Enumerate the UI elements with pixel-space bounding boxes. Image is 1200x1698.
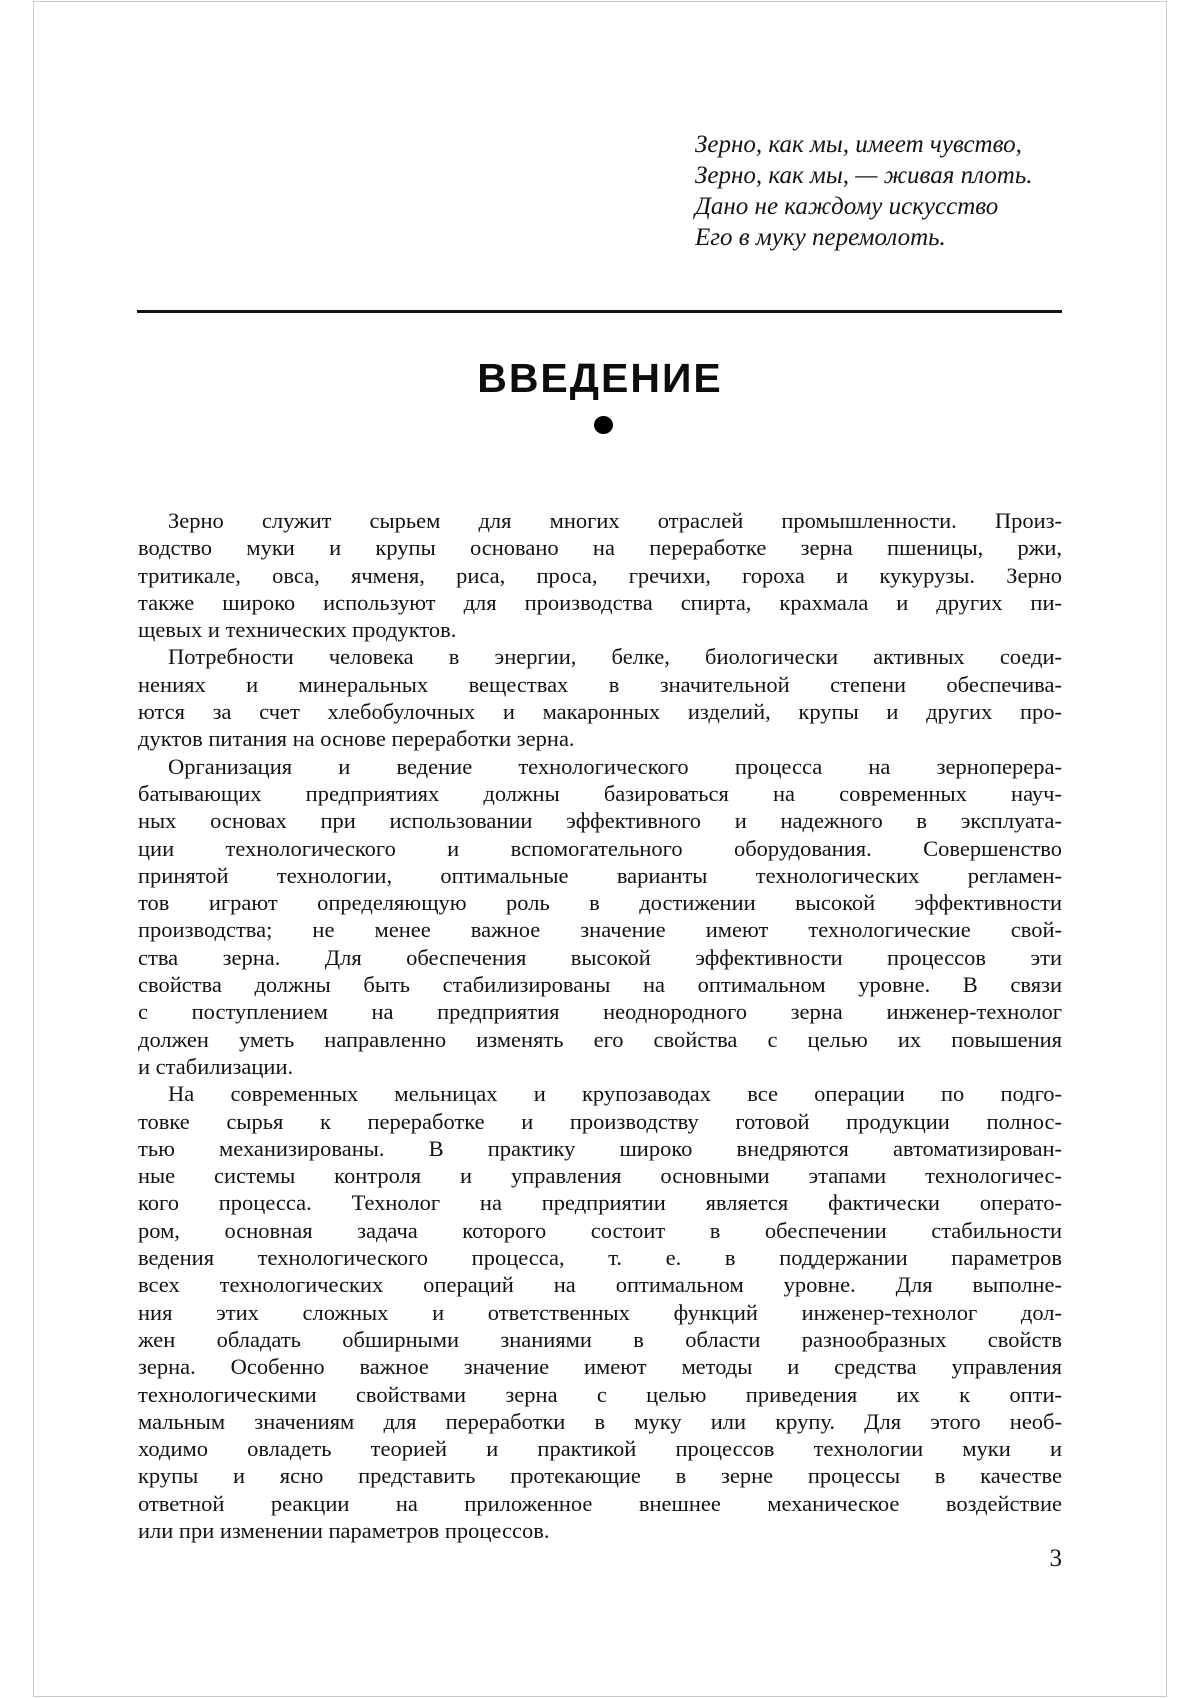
text-line: тритикале, овса, ячменя, риса, проса, гречихи, гороха и кукурузы. Зерно xyxy=(138,562,1062,588)
epigraph-line: Зерно, как мы, — живая плоть. xyxy=(695,162,1033,189)
text-line: ответной реакции на приложенное внешнее механическое воздействие xyxy=(138,1490,1062,1516)
text-line: кого процесса. Технолог на предприятии является фактически операто- xyxy=(138,1190,1062,1216)
text-line: На современных мельницах и крупозаводах все операции по подго- xyxy=(168,1081,1062,1107)
text-line: ведения технологического процесса, т. е. в поддержании параметров xyxy=(138,1245,1062,1271)
text-line: водство муки и крупы основано на переработке зерна пшеницы, ржи, xyxy=(138,535,1062,561)
text-line: товке сырья к переработке и производству готовой продукции полнос- xyxy=(138,1108,1062,1134)
text-line: Организация и ведение технологического процесса на зерноперера- xyxy=(168,753,1062,779)
epigraph xyxy=(695,129,1032,253)
text-line: нениях и минеральных веществах в значительной степени обеспечива- xyxy=(138,671,1062,697)
epigraph-line: Дано не каждому искусство xyxy=(695,193,999,220)
text-line: мальным значениям для переработки в муку или крупу. Для этого необ- xyxy=(138,1408,1062,1434)
text-line: Потребности человека в энергии, белке, биологически активных соеди- xyxy=(168,644,1062,670)
text-line: щевых и технических продуктов. xyxy=(138,617,457,643)
text-line: крупы и ясно представить протекающие в зерне процессы в качестве xyxy=(138,1463,1062,1489)
bullet-icon xyxy=(594,416,613,434)
page-title: ВВЕДЕНИЕ xyxy=(477,355,723,402)
epigraph-line: Его в муку перемолоть. xyxy=(695,224,946,251)
text-line: производства; не менее важное значение имеют технологические свой- xyxy=(138,917,1062,943)
text-line: дуктов питания на основе переработки зерна. xyxy=(138,726,575,752)
text-line: ных основах при использовании эффективного и надежного в эксплуата- xyxy=(138,808,1062,834)
text-line: свойства должны быть стабилизированы на оптимальном уровне. В связи xyxy=(138,972,1062,998)
section-rule xyxy=(137,310,1062,313)
text-line: также широко используют для производства спирта, крахмала и других пи- xyxy=(138,589,1062,615)
text-line: зерна. Особенно важное значение имеют методы и средства управления xyxy=(138,1354,1062,1380)
text-line: или при изменении параметров процессов. xyxy=(138,1517,550,1543)
body-text xyxy=(138,507,1062,1544)
page-number: 3 xyxy=(1049,1545,1062,1572)
text-line: всех технологических операций на оптимальном уровне. Для выполне- xyxy=(138,1272,1062,1298)
text-line: ния этих сложных и ответственных функций инженер-технолог дол- xyxy=(138,1299,1062,1325)
text-line: батывающих предприятиях должны базироваться на современных науч- xyxy=(138,780,1062,806)
text-line: ются за счет хлебобулочных и макаронных изделий, крупы и других про- xyxy=(138,699,1062,725)
text-line: ром, основная задача которого состоит в обеспечении стабильности xyxy=(138,1217,1062,1243)
text-line: технологическими свойствами зерна с целью приведения их к опти- xyxy=(138,1381,1062,1407)
text-line: жен обладать обширными знаниями в области разнообразных свойств xyxy=(138,1326,1062,1352)
text-line: тью механизированы. В практику широко внедряются автоматизирован- xyxy=(138,1135,1062,1161)
text-line: ции технологического и вспомогательного оборудования. Совершенство xyxy=(138,835,1062,861)
text-line: ные системы контроля и управления основными этапами технологичес- xyxy=(138,1163,1062,1189)
epigraph-line: Зерно, как мы, имеет чувство, xyxy=(695,131,1022,158)
text-line: Зерно служит сырьем для многих отраслей промышленности. Произ- xyxy=(168,508,1062,533)
text-line: должен уметь направленно изменять его свойства с целью их повышения xyxy=(138,1026,1062,1052)
text-line: тов играют определяющую роль в достижении высокой эффективности xyxy=(138,890,1062,916)
text-line: ходимо овладеть теорией и практикой процессов технологии муки и xyxy=(138,1436,1062,1462)
section-bullet xyxy=(138,416,1062,436)
text-line: ства зерна. Для обеспечения высокой эффективности процессов эти xyxy=(138,944,1062,970)
text-line: принятой технологии, оптимальные варианты технологических регламен- xyxy=(138,862,1062,888)
text-line: и стабилизации. xyxy=(138,1053,294,1079)
text-line: с поступлением на предприятия неоднородного зерна инженер-технолог xyxy=(138,999,1062,1025)
